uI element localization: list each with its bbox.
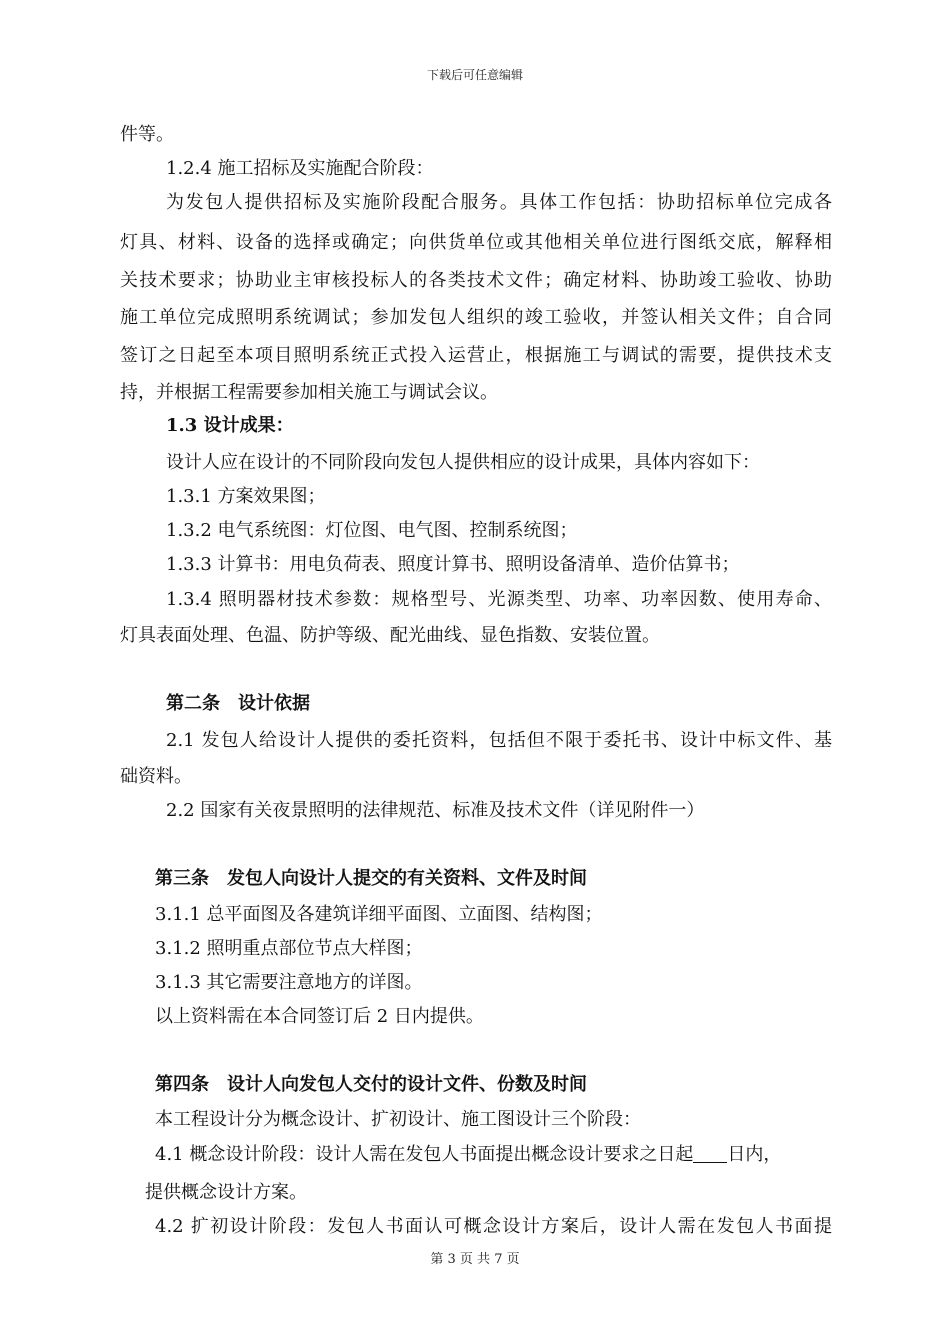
text-line: 提供概念设计方案。: [145, 1182, 307, 1203]
text-line: 签订之日起至本项目照明系统正式投入运营止，根据施工与调试的需要，提供技术支: [120, 345, 832, 366]
text-segment: 4.1 概念设计阶段：设计人需在发包人书面提出概念设计要求之日起: [155, 1144, 694, 1165]
fill-in-blank: [693, 1144, 727, 1163]
text-line: 础资料。: [120, 766, 192, 787]
page-header: 下载后可任意编辑: [426, 68, 523, 82]
text-line: 本工程设计分为概念设计、扩初设计、施工图设计三个阶段：: [155, 1109, 641, 1130]
section-heading: 1.2.4 施工招标及实施配合阶段：: [166, 158, 434, 179]
text-line: [155, 1144, 781, 1166]
text-line: 4.2 扩初设计阶段：发包人书面认可概念设计方案后，设计人需在发包人书面提: [155, 1216, 832, 1237]
text-line: 2.2 国家有关夜景照明的法律规范、标准及技术文件（详见附件一）: [166, 800, 705, 821]
text-line: 持，并根据工程需要参加相关施工与调试会议。: [120, 382, 498, 403]
text-line: 2.1 发包人给设计人提供的委托资料，包括但不限于委托书、设计中标文件、基: [166, 730, 832, 751]
list-item: 1.3.4 照明器材技术参数：规格型号、光源类型、功率、功率因数、使用寿命、: [166, 589, 832, 610]
text-line: 以上资料需在本合同签订后 2 日内提供。: [155, 1006, 484, 1027]
text-line: 设计人应在设计的不同阶段向发包人提供相应的设计成果，具体内容如下：: [166, 452, 760, 473]
section-heading: 1.3 设计成果：: [166, 415, 294, 436]
page-footer: 第 3 页 共 7 页: [430, 1252, 520, 1267]
article-heading: 第三条 发包人向设计人提交的有关资料、文件及时间: [155, 868, 587, 889]
text-line: 件等。: [120, 124, 174, 145]
text-segment: 日内，: [727, 1144, 782, 1165]
list-item: 3.1.3 其它需要注意地方的详图。: [155, 972, 423, 993]
list-item: 1.3.2 电气系统图：灯位图、电气图、控制系统图；: [166, 520, 578, 541]
list-item: 3.1.1 总平面图及各建筑详细平面图、立面图、结构图；: [155, 904, 603, 925]
text-line: 施工单位完成照明系统调试；参加发包人组织的竣工验收，并签认相关文件；自合同: [120, 307, 832, 328]
text-line: 灯具、材料、设备的选择或确定；向供货单位或其他相关单位进行图纸交底，解释相: [120, 232, 832, 253]
list-item: 1.3.1 方案效果图；: [166, 486, 326, 507]
article-heading: 第四条 设计人向发包人交付的设计文件、份数及时间: [155, 1074, 587, 1095]
article-heading: 第二条 设计依据: [166, 693, 310, 714]
text-line: 为发包人提供招标及实施阶段配合服务。具体工作包括：协助招标单位完成各: [166, 192, 832, 213]
list-item: 3.1.2 照明重点部位节点大样图；: [155, 938, 423, 959]
text-line: 关技术要求；协助业主审核投标人的各类技术文件；确定材料、协助竣工验收、协助: [120, 270, 832, 291]
list-item: 1.3.3 计算书：用电负荷表、照度计算书、照明设备清单、造价估算书；: [166, 554, 740, 575]
text-line: 灯具表面处理、色温、防护等级、配光曲线、显色指数、安装位置。: [120, 625, 660, 646]
